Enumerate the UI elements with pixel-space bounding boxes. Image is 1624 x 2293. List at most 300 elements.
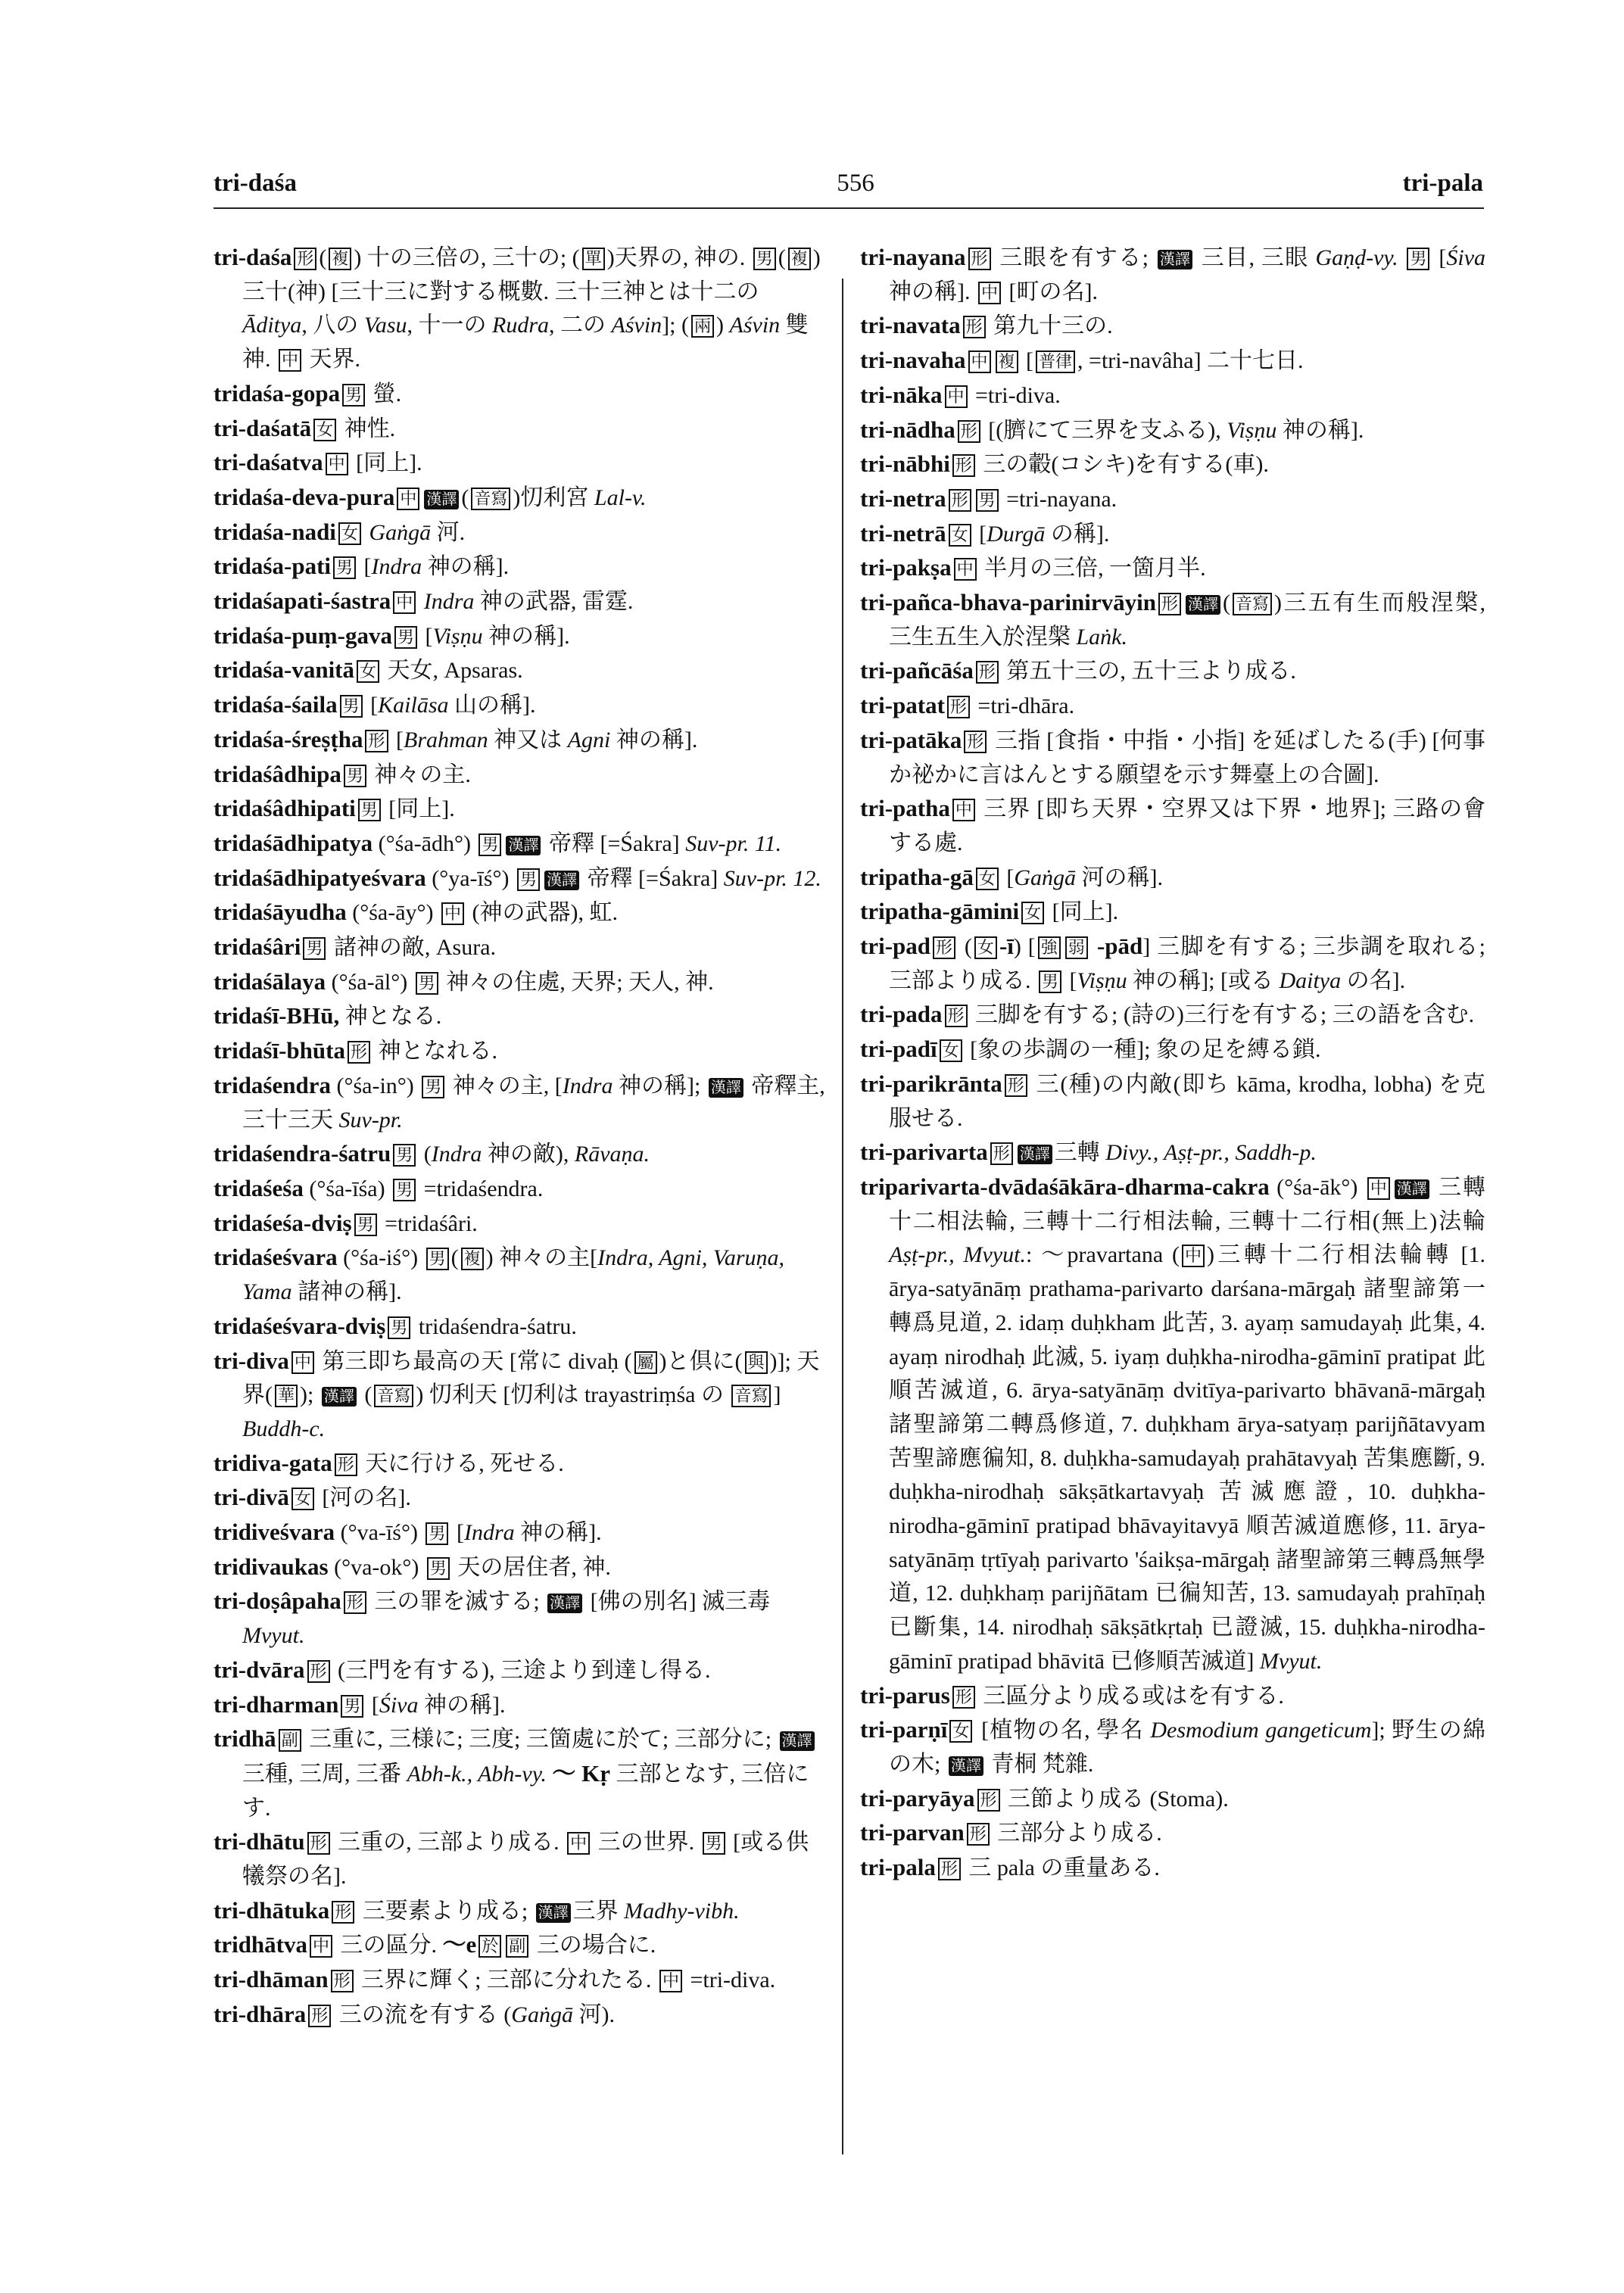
grammar-label-box: 女 [291,1488,314,1510]
italic-text: Daitya [1279,967,1342,993]
definition-text: =tri-diva. [969,382,1061,408]
definition-text: [(臍にて三界を支ふる), [982,417,1227,443]
definition-text: [ [1064,967,1077,993]
headword: tri-diva [214,1347,289,1374]
dictionary-entry [860,1170,1485,1679]
grammar-label-box: 形 [963,316,986,338]
grammar-label-box: 男 [478,833,501,856]
dictionary-entry [214,619,828,654]
italic-text: Indra [418,589,475,615]
kanyaku-label: 漢譯 [1018,1145,1052,1164]
italic-text: Aśvin [611,313,662,338]
definition-text: [ [1020,348,1034,374]
dictionary-entry [860,724,1485,792]
definition-text: 三目, 三眼 [1194,245,1316,270]
italic-text: Indra [463,1520,515,1546]
definition-text: (°śa-iś°) [337,1245,424,1271]
headword: tridaśādhipatyeśvara [214,864,426,891]
definition-text: 神の稱]. [889,279,976,304]
definition-text: 三 pala の重量ある. [962,1855,1160,1881]
grammar-label-box: 女 [1021,902,1044,924]
grammar-label-box: 中 [279,349,301,372]
headword: tri-pala [860,1854,936,1881]
definition-text: 三指 [食指・中指・小指] を延ばしたる(手) [何事か祕かに言はんとする願望を示す舞臺上の合圖]. [889,727,1485,787]
definition-text: 三要素より成る; [357,1898,534,1924]
definition-text: 神となる. [339,1004,442,1030]
headword: tri-netrā [860,519,946,547]
kanyaku-label: 漢譯 [424,490,459,509]
definition-text: 河). [572,2002,615,2027]
dictionary-entry [860,551,1485,586]
definition-text: 三重に, 三様に; 三度; 三箇處に於て; 三部分に; [303,1727,778,1752]
dictionary-entry [214,999,828,1034]
definition-text: (°va-ok°) [328,1554,425,1580]
definition-text: ( [418,1142,432,1167]
grammar-label-box: 女 [949,1720,972,1743]
dictionary-entry [860,1713,1485,1781]
definition-text: 第五十三の, 五十三より成る. [1000,659,1296,684]
definition-text: (°śa-ādh°) [372,830,477,856]
grammar-label-box: 形 [952,454,975,477]
definition-text: [ [390,727,404,752]
definition-text: [ [1432,245,1447,270]
italic-text: Buddh-c. [242,1416,326,1441]
grammar-label-box: 男 [1407,248,1429,270]
definition-text: 青桐 梵雜. [985,1751,1094,1777]
grammar-label-box: 形 [933,936,955,959]
grammar-label-box: 華 [275,1385,298,1407]
definition-text: [象の歩調の一種]; 象の足を縛る鎖. [964,1037,1321,1063]
italic-text: Brahman [404,727,488,752]
headword: tri-parus [860,1681,950,1709]
definition-text: )天界の, 神の. [606,245,751,270]
dictionary-entry [860,482,1485,517]
headword: tri-daśatā [214,414,312,441]
italic-text: Viṣṇu [1077,967,1127,993]
dictionary-entry [214,1447,828,1481]
grammar-label-box: 音寫 [731,1385,771,1407]
headword: tri-divā [214,1484,289,1511]
definition-text: (°śa-āy°) [346,900,440,926]
italic-text: Agni [567,727,611,752]
dictionary-entry [214,792,828,827]
grammar-label-box: 形 [968,248,991,270]
definition-text: 山の稱]. [448,693,536,718]
grammar-label-box: 複 [788,248,811,270]
grammar-label-box: 音寫 [471,488,510,510]
definition-text: 神々の住處, 天界; 天人, 神. [440,969,714,995]
italic-text: Mvyut. [1259,1648,1323,1674]
definition-text: =tri-dhāra. [971,693,1075,719]
definition-text: )忉利宮 [513,484,594,510]
kanyaku-label: 漢譯 [1158,250,1192,269]
definition-text: 三重の, 三部より成る. [332,1830,566,1855]
grammar-label-box: 中 [1367,1177,1390,1200]
grammar-label-box: 弱 [1065,936,1088,959]
headword: tridaśâri [214,933,301,961]
definition-text: [或る供犧祭の名]. [242,1830,809,1890]
definition-text: )三轉十二行相法輪轉 [1. ārya-satyānāṃ prathama-parivarto darśana-mārgaḥ 諸聖諦第一轉爲見道, 2. idaṃ duḥkham 此苦, 3. ayaṃ samudayaḥ 此集, 4. ayaṃ nirodhaḥ 此滅, 5. iyaṃ duḥkha-nirodha-gāminī pratipat 此順苦滅道, 6. ārya-satyānāṃ dvitīya-parivarto bhāvanā-mārgaḥ 諸聖諦第二轉爲修道, 7. duḥkham ārya-satyaṃ parijñātavyam 苦聖諦應徧知, 8. duḥkha-samudayaḥ prahātavyaḥ 苦集應斷, 9. duḥkha-nirodhaḥ sākṣātkartavyaḥ 苦滅應證, 10. duḥkha-nirodha-gāminī pratipad bhāvayitavyā 順苦滅道應修, 11. ārya-satyānāṃ tṛtīyaḥ parivarto 'śaikṣa-mārgaḥ 諸聖諦第三轉爲無學道, 12. duḥkhaṃ parijñātam 已徧知苦, 13. samudayaḥ prahīṇaḥ 已斷集, 14. nirodhaḥ sākṣātkṛtaḥ 已證滅, 15. duḥkha-nirodha-gāminī pratipad bhāvitā 已修順苦滅道] [889,1242,1485,1674]
dictionary-entry [214,584,828,619]
headword: tri-pañcāśa [860,657,974,684]
definition-text: , 二の [549,313,612,338]
kanyaku-label: 漢譯 [709,1078,743,1098]
dictionary-entry [860,895,1485,930]
grammar-label-box: 男 [303,937,326,960]
headword: tri-patat [860,692,945,719]
grammar-label-box: 形 [308,2005,331,2027]
grammar-label-box: 形 [344,1591,366,1614]
definition-text: 神の稱]. [610,727,698,752]
dictionary-entry [214,1584,828,1653]
definition-text: ); [300,1382,320,1408]
definition-text: 三部分より成る. [991,1821,1162,1846]
italic-text: Divy., Aṣṭ-pr., Saddh-p. [1105,1140,1317,1166]
headword: tridaśāyudha [214,899,347,926]
grammar-label-box: 形 [958,420,980,443]
dictionary-entry [860,586,1485,654]
grammar-label-box: 女 [940,1039,962,1062]
dictionary-entry [214,1998,828,2033]
grammar-label-box: 中 [326,453,348,475]
dictionary-entry [214,550,828,584]
grammar-label-box: 形 [332,1901,354,1924]
definition-text: )三五有生而般涅槃, 三生五生入於涅槃 [889,590,1485,650]
headword: tridiveśvara [214,1519,335,1546]
grammar-label-box: 兩 [691,315,714,338]
kanyaku-label: 漢譯 [949,1756,983,1776]
italic-text: Śiva [379,1692,419,1718]
italic-text: Gaṅgā [511,2002,573,2027]
definition-text: ( [1222,590,1230,616]
definition-text: 神の稱]; [613,1073,706,1098]
headword: tri-dhāra [214,2000,307,2027]
grammar-label-box: 形 [1005,1074,1027,1097]
italic-text: Durgā [987,521,1046,547]
kanyaku-label: 漢譯 [544,871,579,890]
headword: tri-parvan [860,1819,965,1846]
definition-text: (°ya-īś°) [425,865,516,891]
definition-text: 三の區分. [335,1933,443,1958]
dictionary-entry [214,1069,828,1137]
dictionary-entry [214,241,828,377]
definition-text: 諸神の敵, Asura. [328,935,497,961]
dictionary-entry [214,688,828,723]
left-column [214,241,828,2033]
grammar-label-box: 男 [517,868,540,891]
definition-text: 帝釋 [=Śakra] [543,830,686,856]
italic-text: Madhy-vibh. [624,1898,740,1924]
grammar-label-box: 形 [331,1970,354,1992]
headword: tri-pañca-bhava-parinirvāyin [860,589,1156,616]
headword: tri-netra [860,484,946,512]
definition-text: (神の武器), 虹. [466,900,619,926]
definition-text: (三門を有する), 三途より到達し得る. [332,1657,711,1683]
headword: tripatha-gāmini [860,898,1020,925]
definition-text: 第九十三の. [987,313,1113,339]
headword: tridaśa-deva-pura [214,483,395,510]
definition-text: [佛の別名] 滅三毒 [584,1589,771,1615]
definition-text: 三界 [即ち天界・空界又は下界・地界]; 三路の會する處. [889,796,1485,855]
definition-text: 三の世界. [592,1830,700,1855]
grammar-label-box: 男 [354,1213,377,1236]
dictionary-entry [214,1034,828,1069]
italic-text: Indra [371,554,422,580]
definition-text: (°va-īś°) [335,1520,424,1546]
definition-text: 三區分より成る或はを有する. [977,1683,1284,1709]
dictionary-entry [214,1894,828,1929]
italic-text: Indra, Agni, Varuṇa, Yama [242,1245,785,1305]
dictionary-entry [860,517,1485,552]
definition-text: ]; ( [662,313,689,338]
grammar-label-box: 形 [990,1142,1013,1165]
grammar-label-box: 男 [393,1179,416,1201]
grammar-label-box: 形 [938,1858,961,1880]
definition-text: 雙神. [242,313,809,372]
grammar-label-box: 形 [947,696,970,718]
grammar-label-box: 女 [313,419,336,441]
dictionary-entry [214,1722,828,1825]
headword: tri-dhāman [214,1966,329,1993]
right-column [860,241,1485,1886]
grammar-label-box: 形 [945,1005,968,1027]
dictionary-entry [214,1516,828,1550]
definition-text: ( [778,245,786,270]
headword: tridaśeśa [214,1174,304,1201]
italic-text: Vasu [363,313,407,338]
grammar-label-box: 男 [703,1832,725,1855]
definition-text: , 八の [301,313,364,338]
dictionary-entry [860,1033,1485,1067]
italic-text: Desmodium gangeticum [1150,1718,1372,1743]
definition-text: 三(種)の内敵(即ち kāma, krodha, lobha) を克服せる. [889,1071,1485,1131]
grammar-label-box: 中 [952,799,975,821]
headword: tri-parikrānta [860,1070,1002,1097]
definition-text: [ [358,554,372,580]
kanyaku-label: 漢譯 [1186,595,1220,615]
grammar-label-box: 形 [964,731,987,753]
italic-text: Gaṇḍ-vy. [1315,245,1398,270]
running-head-right: tri-pala [1402,170,1483,197]
grammar-label-box: 強 [1038,936,1061,959]
dictionary-entry [860,1816,1485,1851]
definition-text: 神の稱]. [1276,417,1364,443]
definition-text: ] 三脚を有する; 三歩調を取れる; 三部より成る. [889,934,1485,993]
definition-text: 神の稱]. [418,1692,506,1718]
dictionary-entry [214,1207,828,1242]
definition-text: ) [716,313,730,338]
italic-text: Suv-pr. 12. [723,865,821,891]
headword: tridaśendra-śatru [214,1140,391,1167]
headword: tri-parivarta [860,1139,988,1166]
grammar-label-box: 於 [478,1935,501,1958]
italic-text: Laṅk. [1076,624,1127,650]
definition-text [1398,245,1405,270]
grammar-label-box: 複 [461,1248,484,1270]
definition-text: 神々の主. [368,762,471,787]
headword: tridaśa-śreṣṭha [214,725,363,752]
grammar-label-box: 普律 [1036,350,1075,373]
dictionary-entry [860,1067,1485,1136]
headword: tridaśâdhipa [214,760,341,787]
headword: tridaśeśvara-dviṣ [214,1312,386,1339]
headword: tri-parṇī [860,1716,948,1743]
grammar-label-box: 中 [567,1832,590,1855]
kanyaku-label: 漢譯 [536,1903,571,1923]
grammar-label-box: 男 [358,799,381,821]
grammar-label-box: 男 [416,972,438,995]
definition-text: tridaśendra-śatru. [413,1313,577,1339]
definition-text: [河の名]. [316,1485,411,1511]
dictionary-entry [860,792,1485,860]
definition-text: [植物の名, 學名 [974,1718,1151,1743]
kanyaku-label: 漢譯 [506,836,541,855]
definition-text: ) 十の三倍の, 三十の; ( [354,245,580,270]
dictionary-entry [214,1172,828,1207]
dictionary-entry [860,447,1485,482]
definition-text: (°śa-īśa) [303,1176,391,1201]
definition-text: 三部となす, 三倍にす. [242,1761,809,1821]
headword: tri-doṣâpaha [214,1587,341,1615]
definition-text: [ [419,623,433,649]
dictionary-entry [860,344,1485,379]
italic-text: Indra [431,1142,482,1167]
grammar-label-box: 中 [393,591,416,614]
headword: tri-dhātuka [214,1896,330,1924]
definition-text: 神の稱]. [514,1520,602,1546]
definition-text: (°śa-āk°) [1269,1174,1365,1200]
definition-text: 神の稱]. [422,554,510,580]
grammar-label-box: 男 [340,695,363,718]
dictionary-entry [214,1550,828,1585]
italic-text: Śiva [1446,245,1486,270]
headword: triparivarta-dvādaśākāra-dharma-cakra [860,1173,1270,1200]
headword: tridaśādhipatya [214,829,373,856]
definition-text: 三眼を有する; [993,245,1155,270]
definition-text: [同上]. [1046,899,1119,925]
italic-text: Lal-v. [594,484,647,510]
headword: tri-pad [860,933,930,960]
definition-text: 帝釋主, 三十三天 [242,1073,825,1132]
grammar-label-box: 複 [329,248,351,270]
definition-text: 天に行ける, 死せる. [359,1450,564,1476]
definition-text: ( [358,1382,372,1408]
grammar-label-box: 男 [753,248,776,270]
grammar-label-box: 男 [344,765,366,787]
grammar-label-box: 中 [945,385,968,408]
italic-text: Kailāsa [378,693,449,718]
headword: tridaśī-bhūta [214,1037,345,1064]
headword: tri-patha [860,795,950,822]
dictionary-entry [214,723,828,758]
headword: tri-pakṣa [860,554,952,581]
dictionary-entry [214,1344,828,1447]
grammar-label-box: 男 [427,1557,450,1580]
headword: tri-navata [860,312,961,339]
dictionary-entry [860,241,1485,309]
headword: tri-patāka [860,726,962,753]
definition-text: 三の罪を滅する; [368,1589,546,1615]
italic-text: Viṣṇu [1227,417,1277,443]
headword: tri-nādha [860,416,955,443]
definition-text: 神性. [338,416,396,441]
headword: tridaśa-śaila [214,691,338,718]
headword: tridaśa-gopa [214,379,341,407]
dictionary-entry [860,930,1485,998]
headword: tridaśeśa-dviṣ [214,1209,352,1236]
grammar-label-box: 形 [335,1453,357,1476]
dictionary-entry [214,1963,828,1998]
definition-text: 三界 [572,1898,625,1924]
definition-text: [ [1000,865,1015,890]
definition-text: , =tri-navâha] 二十七日. [1077,348,1304,374]
definition-text: =tri-diva. [684,1967,776,1993]
dictionary-entry [860,309,1485,344]
grammar-label-box: 女 [976,868,999,890]
definition-text: [同上]. [382,796,455,822]
grammar-label-box: 中 [968,350,991,373]
definition-text: 帝釋 [=Śakra] [581,865,724,891]
headword: tri-daśa [214,244,292,270]
italic-text: Indra [562,1073,613,1098]
definition-text: 神又は [488,727,568,752]
headword: tri-nayana [860,244,966,270]
dictionary-entry [214,861,828,896]
grammar-label-box: 中 [1182,1245,1205,1267]
dictionary-entry [214,827,828,861]
definition-text: 神々の主, [ [447,1073,563,1098]
dictionary-entry [214,1825,828,1893]
grammar-label-box: 形 [977,1789,1000,1812]
grammar-label-box: 音寫 [374,1385,413,1407]
grammar-label-box: 男 [388,1316,410,1339]
grammar-label-box: 女 [357,660,379,683]
headword: tridaśa-vanitā [214,656,354,684]
grammar-label-box: 形 [976,661,999,684]
dictionary-entry [214,1688,828,1723]
definition-text: 河. [431,519,466,545]
headword: tridaśālaya [214,967,326,995]
grammar-label-box: 男 [426,1248,449,1270]
kanyaku-label: 漢譯 [1395,1179,1429,1199]
headword: tri-navaha [860,347,966,374]
headword: tri-dharman [214,1690,339,1718]
dictionary-entry [860,998,1485,1033]
definition-text: [同上]. [350,450,422,476]
definition-text: ) 三十(神) [三十三に對する概數. 三十三神とは十二の [242,245,821,304]
italic-text: Gaṅgā [363,519,432,545]
headword: tridaśa-puṃ-gava [214,622,392,649]
definition-text: [ [450,1520,464,1546]
grammar-label-box: 男 [393,1144,416,1167]
definition-text: 諸神の稱]. [291,1279,402,1305]
dictionary-entry [214,412,828,447]
definition-text: 三轉十二相法輪, 三轉十二行相法輪, 三轉十二行相(無上)法輪 [889,1174,1485,1234]
headword: -ī [999,933,1014,960]
grammar-label-box: 男 [425,1522,448,1545]
definition-text: 螢. [367,381,402,407]
headword: tridaśa-pati [214,553,331,580]
headword: tri-daśatva [214,449,323,476]
dictionary-entry [860,379,1485,413]
definition-text: 神となれる. [372,1039,497,1064]
definition-text: の稱]. [1045,521,1110,547]
kanyaku-label: 漢譯 [780,1731,815,1751]
definition-text: 天界. [304,347,361,372]
definition-text: 第三即ち最高の天 [常に divaḥ ( [316,1348,632,1374]
grammar-label-box: 男 [1039,970,1061,993]
dictionary-entry [860,1782,1485,1817]
